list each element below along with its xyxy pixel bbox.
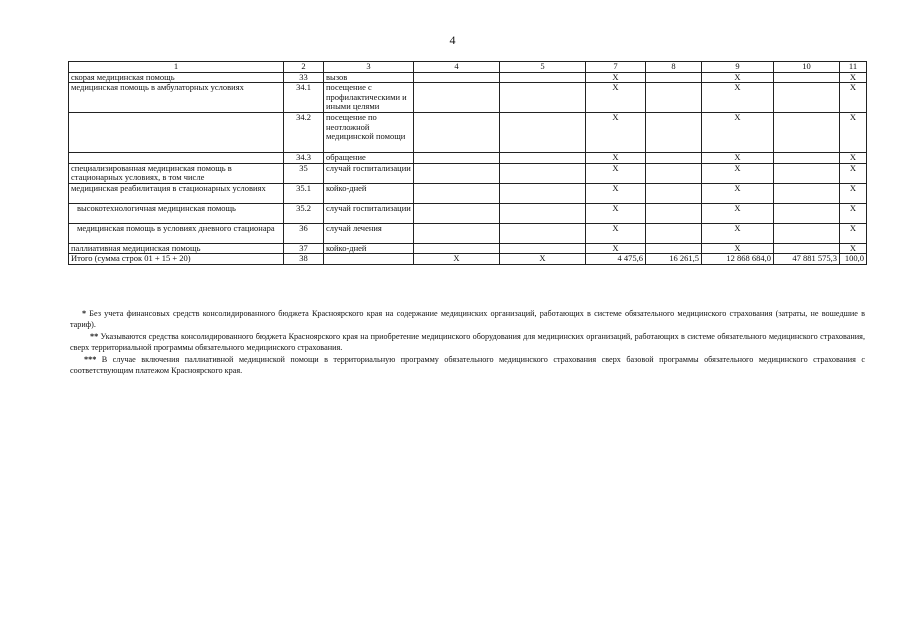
table-row [69, 113, 867, 153]
table-cell: X [702, 183, 774, 203]
table-cell: 34.1 [284, 83, 324, 113]
table-cell [500, 72, 586, 83]
table-row [69, 243, 867, 254]
table-cell [69, 113, 284, 153]
table-cell: X [586, 113, 646, 153]
table-cell: 47 881 575,3 [774, 254, 840, 265]
table-cell [774, 163, 840, 183]
table-cell: 12 868 684,0 [702, 254, 774, 265]
table-cell [500, 243, 586, 254]
table-cell [414, 72, 500, 83]
table-row [69, 183, 867, 203]
table-cell [646, 83, 702, 113]
table-row [69, 254, 867, 265]
column-header: 4 [414, 62, 500, 73]
table-cell: X [586, 183, 646, 203]
table-cell [414, 163, 500, 183]
page-number: 4 [449, 33, 456, 47]
table-cell [500, 83, 586, 113]
table-cell: высокотехнологичная медицинская помощь [69, 203, 284, 223]
table-cell: 34.3 [284, 153, 324, 164]
table-cell: X [702, 163, 774, 183]
table-cell: X [702, 153, 774, 164]
table-cell: X [840, 113, 867, 153]
table-cell: 35.1 [284, 183, 324, 203]
table-cell: X [702, 203, 774, 223]
table-cell [414, 153, 500, 164]
table-cell: X [586, 153, 646, 164]
table-cell: посещение по неотложной медицинской помощи [324, 113, 414, 153]
table-cell: медицинская помощь в условиях дневного стационара [69, 223, 284, 243]
table-cell [414, 203, 500, 223]
table-cell [500, 203, 586, 223]
table-cell: 4 475,6 [586, 254, 646, 265]
table-cell: специализированная медицинская помощь в стационарных условиях, в том числе [69, 163, 284, 183]
table-row [69, 153, 867, 164]
table-cell: X [414, 254, 500, 265]
table-cell [324, 254, 414, 265]
column-header: 11 [840, 62, 867, 73]
table-body [69, 62, 867, 265]
table-cell: X [840, 153, 867, 164]
table-cell [414, 83, 500, 113]
table-cell: медицинская помощь в амбулаторных условиях [69, 83, 284, 113]
table-cell [646, 203, 702, 223]
table-row [69, 203, 867, 223]
footnote-2-text: Указываются средства консолидированного бюджета Красноярского края на приобретение медицинского оборудования для медицинских организаций, работающих в системе обязательного медицинского страхования, сверх территориальной программы обязательного медицинского страхования. [70, 332, 865, 352]
table-cell [774, 113, 840, 153]
table-cell [646, 183, 702, 203]
table-cell: X [840, 203, 867, 223]
table-cell: 36 [284, 223, 324, 243]
table-cell: 38 [284, 254, 324, 265]
table-cell: X [702, 243, 774, 254]
column-header: 8 [646, 62, 702, 73]
footnote-3-text: В случае включения паллиативной медицинской помощи в территориальную программу обязательного медицинского страхования сверх базовой программы обязательного медицинского страхования с соответствующим платежом Красноярского края. [70, 355, 866, 375]
table-cell: случай госпитализации [324, 203, 414, 223]
table-cell: X [586, 163, 646, 183]
table-cell [646, 72, 702, 83]
table-cell: X [840, 163, 867, 183]
column-header: 10 [774, 62, 840, 73]
column-header: 7 [586, 62, 646, 73]
column-header: 2 [284, 62, 324, 73]
table-cell [774, 153, 840, 164]
footnotes [70, 309, 865, 378]
table-cell: медицинская реабилитация в стационарных условиях [69, 183, 284, 203]
footnote-1-text: Без учета финансовых средств консолидированного бюджета Красноярского края на содержание медицинских организаций, работающих в системе обязательного медицинского страхования (затраты, не вошедшие в тариф). [70, 309, 865, 329]
table-cell: X [586, 83, 646, 113]
table-cell [69, 153, 284, 164]
table-cell: скорая медицинская помощь [69, 72, 284, 83]
table-cell [774, 243, 840, 254]
table-cell: X [586, 243, 646, 254]
table-cell: случай госпитализации [324, 163, 414, 183]
table-cell [414, 223, 500, 243]
table-cell: X [586, 72, 646, 83]
financing-table [68, 61, 867, 265]
table-cell [646, 153, 702, 164]
table-cell [646, 243, 702, 254]
table-cell: X [702, 113, 774, 153]
footnote-1 [70, 309, 865, 330]
column-header: 5 [500, 62, 586, 73]
table-cell: X [840, 243, 867, 254]
table-cell [500, 223, 586, 243]
table-cell: X [586, 203, 646, 223]
footnote-3 [70, 355, 865, 376]
table-cell: X [702, 72, 774, 83]
table-cell: койко-дней [324, 243, 414, 254]
table-cell: 35.2 [284, 203, 324, 223]
table-row [69, 83, 867, 113]
footnote-2 [70, 332, 865, 353]
table-cell [646, 163, 702, 183]
table-cell [774, 72, 840, 83]
column-header: 9 [702, 62, 774, 73]
table-header-row [69, 62, 867, 73]
table-cell: паллиативная медицинская помощь [69, 243, 284, 254]
table-cell: X [702, 223, 774, 243]
table-cell: Итого (сумма строк 01 + 15 + 20) [69, 254, 284, 265]
table-cell [500, 153, 586, 164]
table-cell [500, 183, 586, 203]
table-cell: X [840, 72, 867, 83]
table-cell: койко-дней [324, 183, 414, 203]
table-cell: 35 [284, 163, 324, 183]
table-cell: X [840, 223, 867, 243]
table-cell: 34.2 [284, 113, 324, 153]
footnote-1-mark: * [82, 309, 87, 318]
table-cell: X [586, 223, 646, 243]
column-header: 3 [324, 62, 414, 73]
table-cell [500, 163, 586, 183]
table-cell: вызов [324, 72, 414, 83]
table-cell: 33 [284, 72, 324, 83]
table-cell: обращение [324, 153, 414, 164]
table-row [69, 72, 867, 83]
table-cell [774, 223, 840, 243]
table-cell [414, 183, 500, 203]
table-cell: случай лечения [324, 223, 414, 243]
table-cell: X [840, 183, 867, 203]
footnote-2-mark: ** [90, 332, 99, 341]
table-row [69, 223, 867, 243]
table-cell [414, 243, 500, 254]
table-cell: X [702, 83, 774, 113]
table-cell [500, 113, 586, 153]
table-cell: 100,0 [840, 254, 867, 265]
table-cell: 37 [284, 243, 324, 254]
table-cell: X [500, 254, 586, 265]
table-cell [774, 83, 840, 113]
footnote-3-mark: *** [84, 355, 97, 364]
table-cell: посещение с профилактическими и иными целями [324, 83, 414, 113]
table-cell: X [840, 83, 867, 113]
table-cell [646, 113, 702, 153]
column-header: 1 [69, 62, 284, 73]
table-cell [774, 183, 840, 203]
table-cell [646, 223, 702, 243]
table-cell: 16 261,5 [646, 254, 702, 265]
table-cell [414, 113, 500, 153]
table-cell [774, 203, 840, 223]
table-row [69, 163, 867, 183]
